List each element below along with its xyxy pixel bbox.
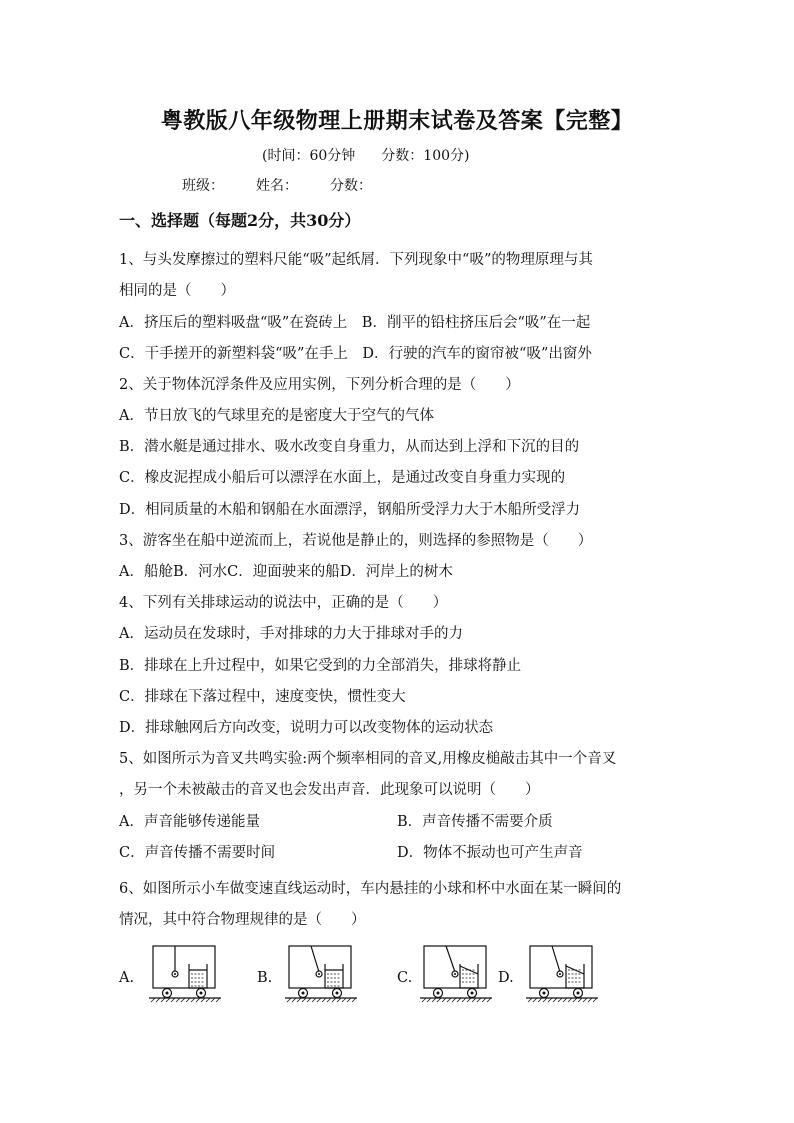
- cup: [189, 964, 207, 988]
- section-heading: 一、选择题（每题2分，共30分）: [119, 211, 361, 230]
- cup: [325, 964, 343, 988]
- question-2-option-b: B．潜水艇是通过排水、吸水改变自身重力，从而达到上浮和下沉的目的: [119, 439, 580, 455]
- class-label: 班级：: [182, 178, 224, 194]
- wheel-hub: [166, 992, 169, 995]
- question-2-option-a: A．节日放飞的气球里充的是密度大于空气的气体: [119, 408, 434, 424]
- question-3-options: A．船舱B．河水C．迎面驶来的船D．河岸上的树木: [119, 564, 453, 580]
- cart-body: [530, 946, 592, 988]
- cart-figure-d: [526, 946, 598, 1002]
- wheel-hub: [200, 992, 203, 995]
- question-6-line-2: 情况，其中符合物理规律的是（ ）: [119, 912, 366, 928]
- pendulum-string: [446, 946, 455, 972]
- pendulum-ball-center: [174, 973, 176, 975]
- question-2-option-d: D．相同质量的木船和钢船在水面漂浮，钢船所受浮力大于木船所受浮力: [119, 502, 581, 518]
- pendulum-string: [311, 946, 319, 972]
- question-5-option-a: A．声音能够传递能量: [119, 814, 260, 830]
- question-2: 2、关于物体沉浮条件及应用实例，下列分析合理的是（ ）: [119, 377, 520, 393]
- name-label: 姓名：: [256, 178, 298, 194]
- question-5-option-c: C．声音传播不需要时间: [119, 845, 276, 861]
- question-4: 4、下列有关排球运动的说法中，正确的是（ ）: [119, 595, 448, 611]
- wheel-hub: [577, 992, 580, 995]
- wheel-hub: [302, 992, 305, 995]
- pendulum-ball-center: [454, 973, 456, 975]
- cart-figure-c: [420, 946, 492, 1002]
- question-5-line-2: ，另一个未被敲击的音叉也会发出声音．此现象可以说明（ ）: [119, 782, 540, 798]
- question-4-option-d: D．排球触网后方向改变，说明力可以改变物体的运动状态: [119, 720, 494, 736]
- question-1-line-2: 相同的是（ ）: [119, 283, 235, 299]
- figure-label-b: B.: [257, 970, 273, 986]
- exam-score: 分数：100分): [381, 148, 470, 164]
- question-3: 3、游客坐在船中逆流而上，若说他是静止的，则选择的参照物是（ ）: [119, 533, 593, 549]
- question-5-option-d: D．物体不振动也可产生声音: [397, 845, 583, 861]
- cart-figure-a: [149, 946, 221, 1002]
- figure-label-a: A.: [119, 970, 135, 986]
- exam-time: (时间：60分钟: [262, 148, 356, 164]
- question-5-line-1: 5、如图所示为音叉共鸣实验:两个频率相同的音叉,用橡皮槌敲击其中一个音叉: [119, 751, 617, 767]
- wheel-hub: [471, 992, 474, 995]
- cart-figure-b: [285, 946, 357, 1002]
- question-1-options-ab: A．挤压后的塑料吸盘“吸”在瓷砖上 B．削平的铅柱挤压后会“吸”在一起: [119, 315, 591, 331]
- wheel-hub: [437, 992, 440, 995]
- question-4-option-c: C．排球在下落过程中，速度变快，惯性变大: [119, 689, 406, 705]
- pendulum-string: [552, 946, 560, 972]
- figure-label-c: C.: [397, 970, 413, 986]
- pendulum-ball-center: [559, 973, 561, 975]
- wheel-hub: [336, 992, 339, 995]
- question-4-option-a: A．运动员在发球时，手对排球的力大于排球对手的力: [119, 626, 463, 642]
- wheel-hub: [543, 992, 546, 995]
- cart-body: [289, 946, 351, 988]
- pendulum-ball-center: [318, 973, 320, 975]
- question-5-option-b: B．声音传播不需要介质: [397, 814, 553, 830]
- question-4-option-b: B．排球在上升过程中，如果它受到的力全部消失，排球将静止: [119, 658, 522, 674]
- page-title: 粤教版八年级物理上册期末试卷及答案【完整】: [160, 108, 634, 134]
- question-1-line-1: 1、与头发摩擦过的塑料尺能“吸”起纸屑．下列现象中“吸”的物理原理与其: [119, 252, 593, 268]
- cart-body: [424, 946, 486, 988]
- question-6-line-1: 6、如图所示小车做变速直线运动时，车内悬挂的小球和杯中水面在某一瞬间的: [119, 881, 622, 897]
- score-label: 分数：: [330, 178, 372, 194]
- figure-label-d: D.: [498, 970, 514, 986]
- question-1-options-cd: C．干手搓开的新塑料袋“吸”在手上 D．行驶的汽车的窗帘被“吸”出窗外: [119, 346, 592, 362]
- question-2-option-c: C．橡皮泥捏成小船后可以漂浮在水面上，是通过改变自身重力实现的: [119, 470, 566, 486]
- cart-body: [153, 946, 215, 988]
